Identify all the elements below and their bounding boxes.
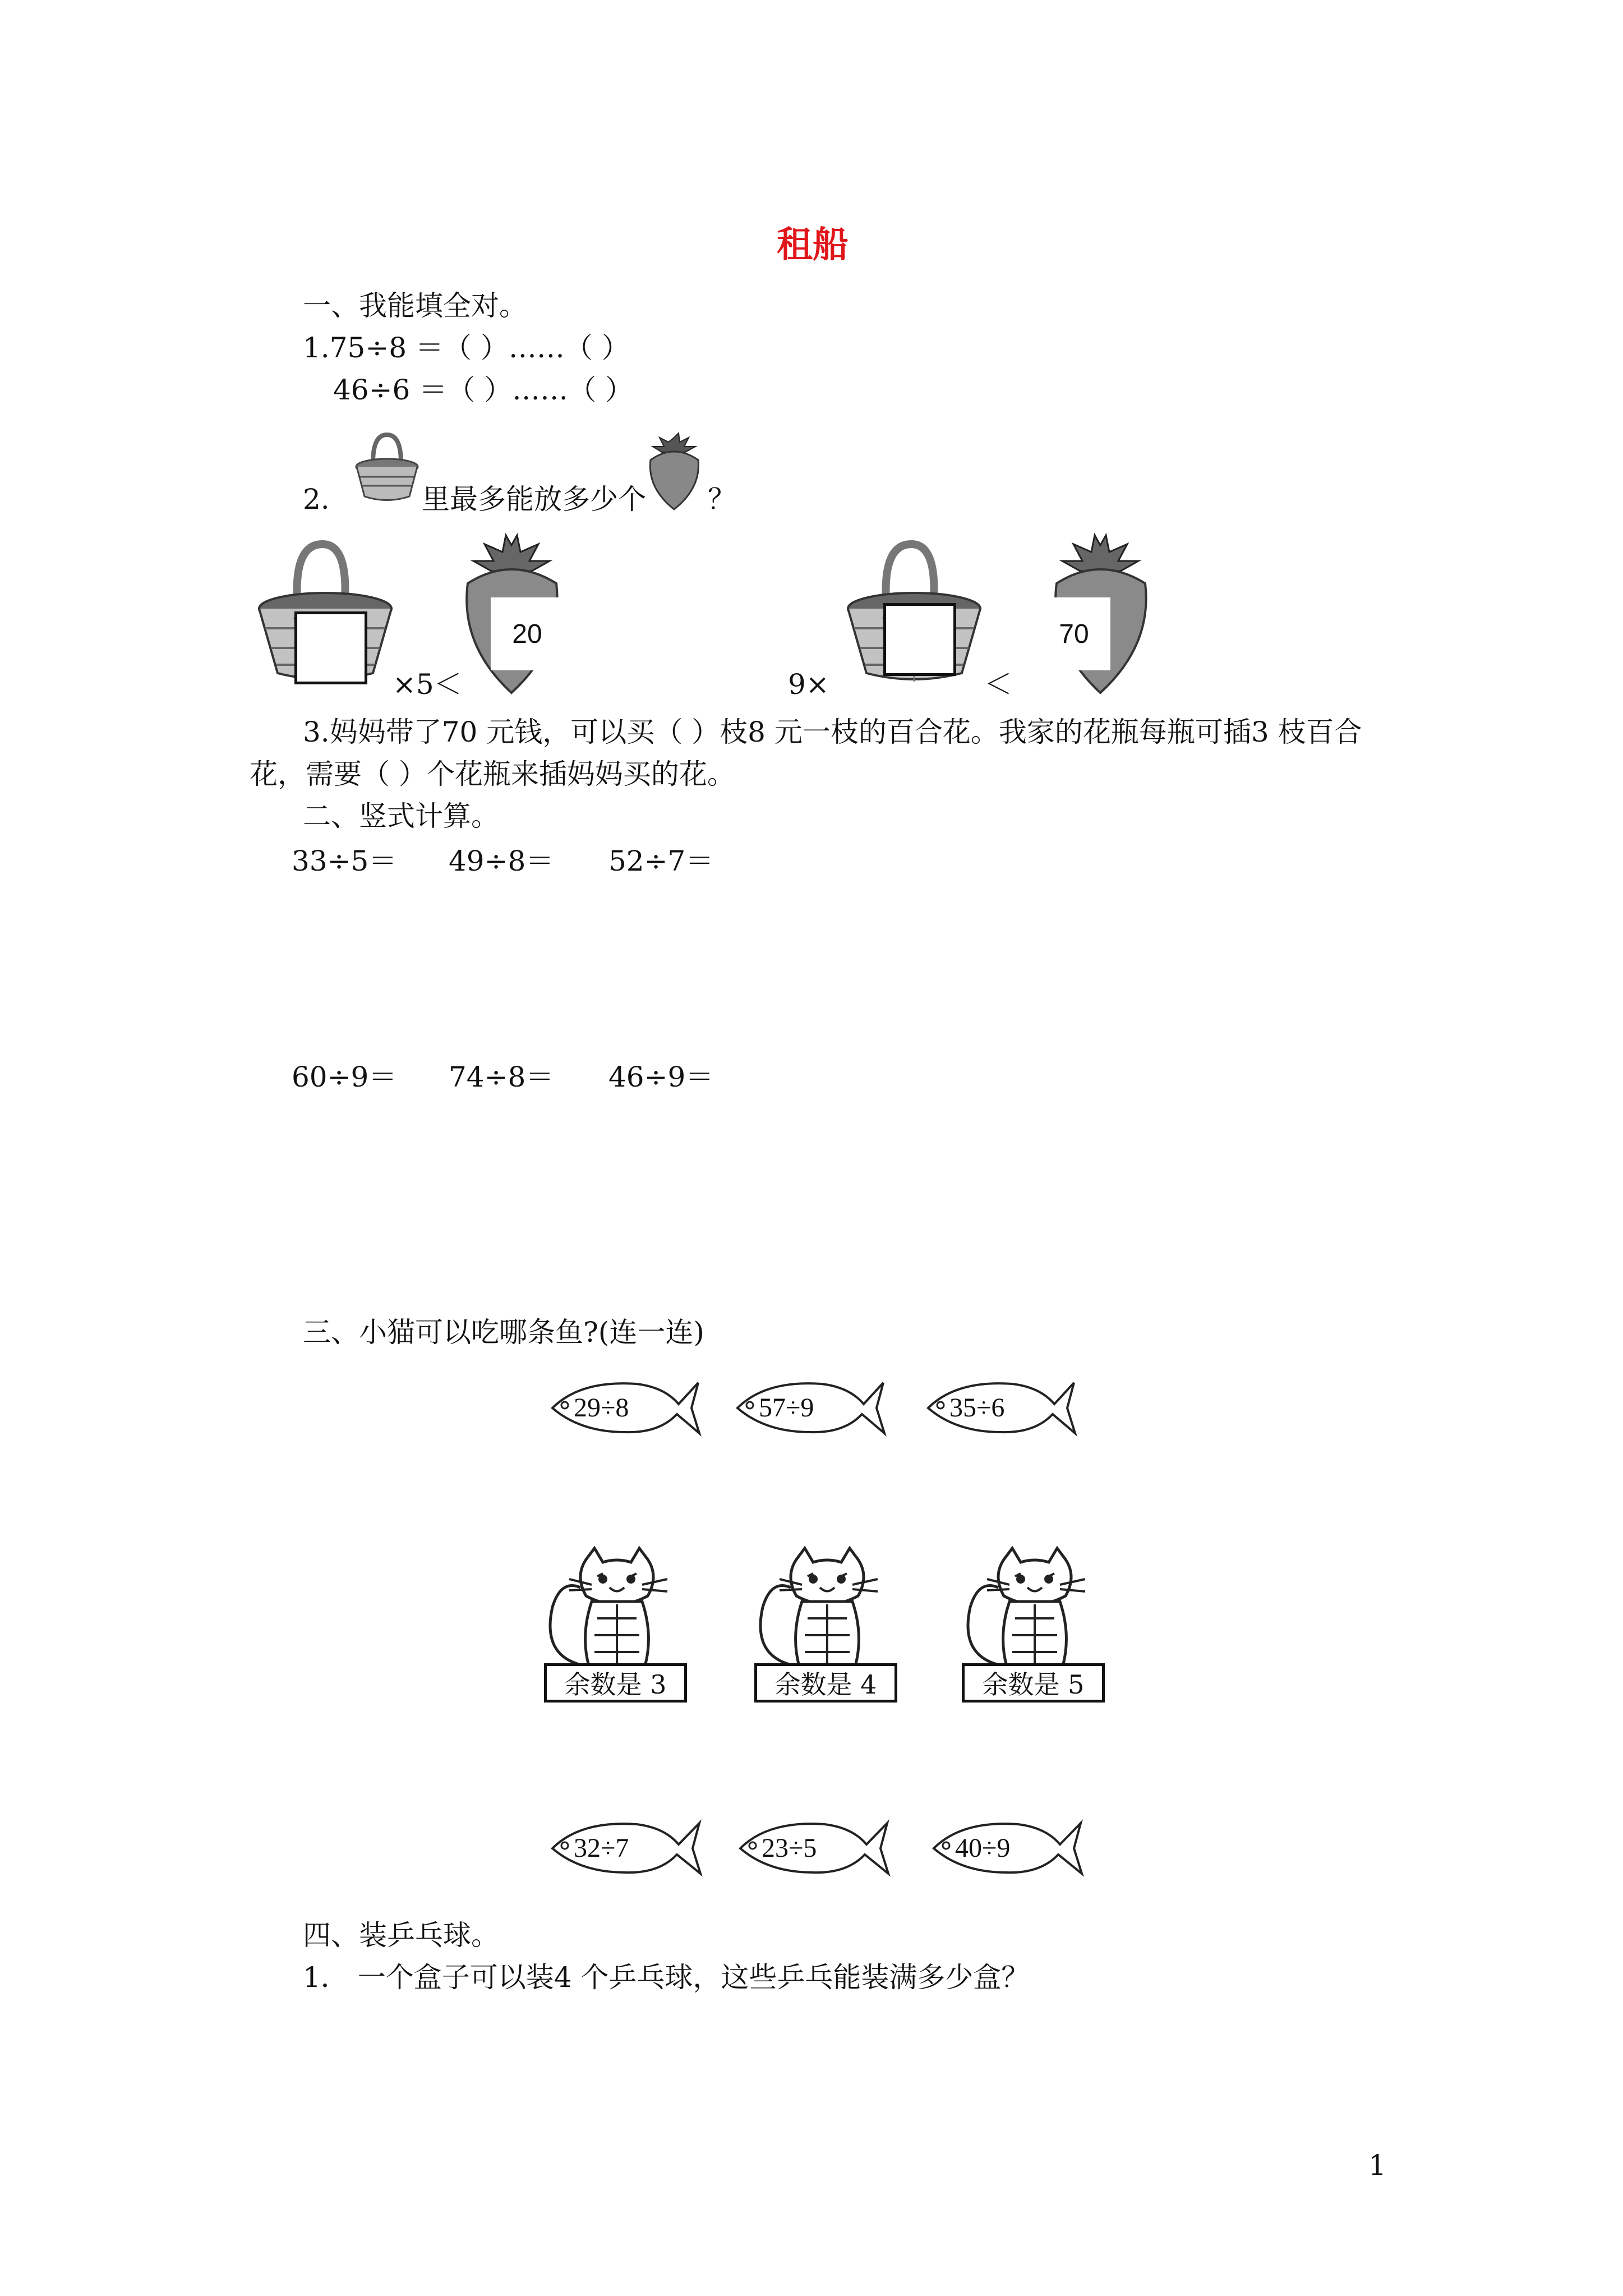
calc-1: 33÷5＝ [292, 845, 397, 877]
cat-3-label[interactable]: 余数是 5 [962, 1663, 1105, 1703]
fish-top-2[interactable] [732, 1377, 889, 1439]
answer-box-2[interactable] [883, 603, 956, 676]
cat-2-label[interactable]: 余数是 4 [754, 1663, 897, 1703]
q2-mid: 里最多能放多少个 [422, 483, 646, 516]
calc-5: 74÷8＝ [449, 1061, 554, 1093]
fish-bottom-2[interactable] [735, 1818, 895, 1879]
ineq2-operator: ＜ [984, 668, 1012, 701]
fish-top-2-label: 57÷9 [759, 1393, 814, 1423]
fish-top-1[interactable] [547, 1377, 704, 1439]
fish-bottom-2-label: 23÷5 [762, 1833, 817, 1863]
ineq1-value-box: 20 [491, 597, 564, 670]
calc-4: 60÷9＝ [292, 1061, 397, 1093]
fish-bottom-1-label: 32÷7 [574, 1833, 629, 1863]
section2-heading: 二、竖式计算。 [303, 800, 499, 832]
calc-6: 46÷9＝ [608, 1061, 714, 1093]
q2-prefix: 2. [303, 483, 330, 516]
page-number: 1 [1368, 2149, 1386, 2182]
q1-line1: 1.75÷8 ＝（ ）……（ ） [303, 332, 630, 364]
cat-3-icon [965, 1545, 1094, 1672]
q1-line2: 46÷6 ＝（ ）……（ ） [333, 374, 634, 406]
fish-bottom-3-label: 40÷9 [955, 1833, 1011, 1863]
fish-top-1-label: 29÷8 [574, 1393, 629, 1423]
strawberry-icon [645, 432, 704, 510]
answer-box-1[interactable] [294, 611, 367, 684]
cat-1-icon [547, 1545, 676, 1672]
calc-2: 49÷8＝ [449, 845, 554, 877]
ineq1-operator: ×5＜ [393, 668, 462, 701]
fish-bottom-1[interactable] [547, 1818, 707, 1879]
ineq2-prefix: 9× [788, 668, 829, 701]
section4-heading: 四、装乒乓球。 [303, 1919, 499, 1952]
section1-heading: 一、我能填全对。 [303, 289, 527, 322]
cat-2-icon [757, 1545, 886, 1672]
basket-icon [353, 432, 421, 505]
calc-3: 52÷7＝ [608, 845, 714, 877]
cat-1-label[interactable]: 余数是 3 [544, 1663, 687, 1703]
section3-heading: 三、小猫可以吃哪条鱼?(连一连) [303, 1316, 704, 1349]
fish-top-3-label: 35÷6 [949, 1393, 1005, 1423]
q3-line1: 3.妈妈带了70 元钱，可以买（ ）枝8 元一枝的百合花。我家的花瓶每瓶可插3 枝百合 [303, 716, 1362, 748]
fish-top-3[interactable] [923, 1377, 1080, 1439]
q2-end: ？ [708, 483, 736, 516]
page-title: 租船 [777, 224, 849, 266]
q3-line2: 花，需要（ ）个花瓶来插妈妈买的花。 [250, 758, 735, 790]
section4-q1: 1． 一个盒子可以装4 个乒乓球，这些乒乓能装满多少盒？ [303, 1961, 1030, 1994]
fish-bottom-3[interactable] [928, 1818, 1088, 1879]
ineq2-value-box: 70 [1038, 597, 1110, 670]
